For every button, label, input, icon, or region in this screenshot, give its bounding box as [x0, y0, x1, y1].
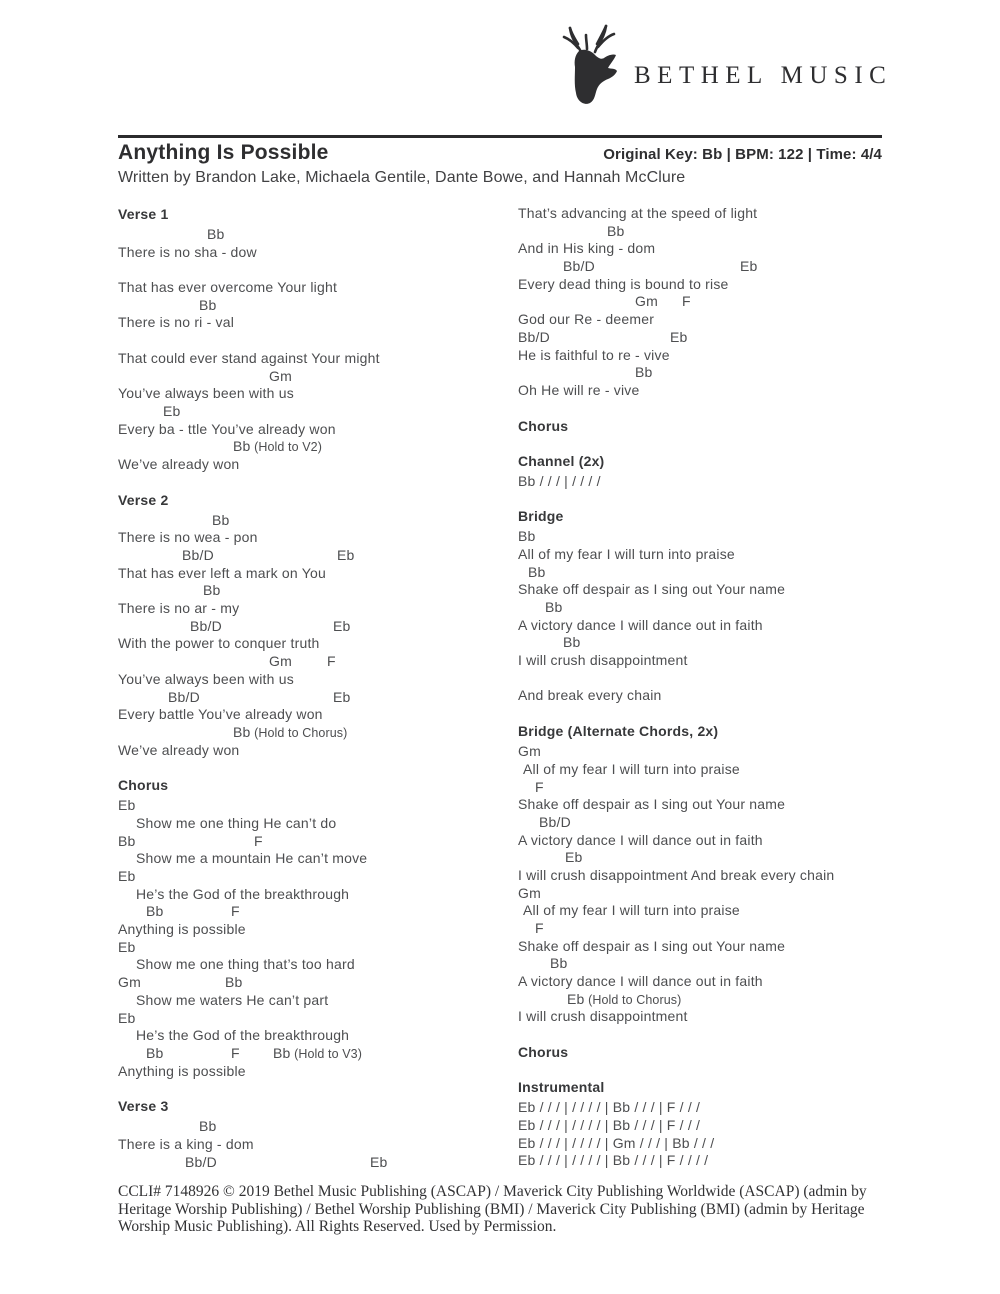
lyric-line — [118, 921, 518, 939]
chord-line — [518, 885, 882, 903]
lyric-line — [118, 815, 518, 833]
chord: Gm — [518, 884, 541, 901]
section-bridge-alternate-chords-2x — [518, 722, 882, 1026]
blank-line — [118, 332, 518, 350]
chord: Eb — [565, 849, 583, 866]
section-verse-2 — [118, 491, 518, 760]
chord: Gm — [269, 653, 292, 670]
chord: F — [535, 778, 544, 795]
chord: Gm — [635, 293, 658, 310]
chord-line — [118, 939, 518, 957]
chord-note: (Hold to V3) — [290, 1046, 362, 1061]
chord: Eb — [670, 328, 688, 345]
chord: Bb/D — [168, 688, 200, 705]
chord-line — [118, 653, 518, 671]
lyric-line — [118, 706, 518, 724]
lyric-text: Show me one thing He can’t do — [136, 814, 337, 831]
lyric-line — [518, 832, 882, 850]
section-channel-2x — [518, 452, 882, 491]
chord: F — [254, 832, 263, 849]
lyric-text: I will crush disappointment — [518, 1008, 688, 1025]
chord-line — [118, 512, 518, 530]
lyric-text: That has ever overcome Your light — [118, 279, 338, 296]
lyric-line — [118, 671, 518, 689]
lyric-text: I will crush disappointment And break every chain — [518, 866, 835, 883]
lyric-text: Oh He will re - vive — [518, 381, 640, 398]
lyric-line — [518, 382, 882, 400]
chord-line — [118, 797, 518, 815]
lyric-text: A victory dance I will dance out in faith — [518, 616, 763, 633]
section-heading: Instrumental — [518, 1079, 605, 1096]
chord: Bb (Hold to Chorus) — [233, 723, 348, 740]
section-heading: Bridge (Alternate Chords, 2x) — [518, 723, 719, 740]
column-right — [518, 205, 882, 1188]
chord-line — [518, 955, 882, 973]
lyric-text: We’ve already won — [118, 741, 240, 758]
chord: Bb/D — [190, 617, 222, 634]
chord: Bb/D — [518, 328, 550, 345]
lyric-text: All of my fear I will turn into praise — [518, 545, 735, 562]
chord: Eb — [118, 797, 136, 814]
lyric-text: There is a king - dom — [118, 1135, 254, 1152]
chord-line — [118, 1010, 518, 1028]
lyric-text: I will crush disappointment — [518, 652, 688, 669]
lyric-line — [518, 1135, 882, 1153]
chord-line — [518, 329, 882, 347]
chord-line — [518, 599, 882, 617]
chord: F — [535, 920, 544, 936]
lyric-line — [518, 311, 882, 329]
chord-line — [118, 689, 518, 707]
chord: Bb — [199, 296, 217, 313]
lyric-text: Anything is possible — [118, 921, 246, 938]
chord-line — [118, 582, 518, 600]
chord: Eb — [333, 617, 351, 634]
lyric-line — [518, 1099, 882, 1117]
chord: Eb — [118, 1009, 136, 1026]
chord: Bb — [118, 832, 136, 849]
chord: Bb (Hold to V2) — [233, 438, 322, 455]
section-heading: Chorus — [118, 777, 169, 794]
lyric-text: A victory dance I will dance out in faith — [518, 973, 763, 990]
chord-line — [518, 364, 882, 382]
chord: Bb/D — [185, 1153, 217, 1170]
lyric-line — [118, 565, 518, 583]
chord-line — [118, 974, 518, 992]
title-bar — [118, 141, 882, 165]
lyric-text: A victory dance I will dance out in faith — [518, 831, 763, 848]
lyric-text: There is no wea - pon — [118, 529, 258, 546]
lyric-text: Show me a mountain He can’t move — [136, 850, 368, 867]
lyric-line — [118, 529, 518, 547]
column-left — [118, 205, 518, 1188]
lyric-text: Show me one thing that’s too hard — [136, 956, 355, 973]
chord: Bb — [212, 511, 230, 528]
songwriters-credit: Written by Brandon Lake, Michaela Gentile, Dante Bowe, and Hannah McClure — [118, 169, 686, 186]
chord-line — [518, 743, 882, 761]
chord-line — [118, 438, 518, 456]
chord-line — [118, 403, 518, 421]
chord-line — [518, 991, 882, 1009]
lyric-text: Anything is possible — [118, 1062, 246, 1079]
lyric-text: There is no sha - dow — [118, 243, 257, 260]
chord-line — [118, 1118, 518, 1136]
lyric-line — [118, 742, 518, 760]
lyric-line — [118, 600, 518, 618]
lyric-line — [518, 867, 882, 885]
chord: Bb — [528, 563, 546, 580]
lyric-text: With the power to conquer truth — [118, 635, 320, 652]
lyric-text: God our Re - deemer — [518, 311, 655, 328]
lyric-text: Eb / / / | / / / / | Bb / / / | F / / / — [518, 1116, 701, 1133]
chord: Eb — [337, 547, 355, 563]
lyric-text: There is no ri - val — [118, 314, 235, 331]
lyric-line — [518, 546, 882, 564]
lyric-line — [118, 385, 518, 403]
chord-note: (Hold to V2) — [250, 440, 322, 455]
chord: Bb — [518, 528, 536, 545]
lyric-line — [118, 314, 518, 332]
chord: Bb — [207, 226, 225, 242]
chord-line — [118, 368, 518, 386]
section-verse-3 — [118, 1097, 518, 1171]
lyric-line — [518, 938, 882, 956]
lyric-line — [118, 886, 518, 904]
lyric-line — [518, 1008, 882, 1026]
chord: Bb/D — [563, 258, 595, 275]
chord: F — [327, 653, 336, 670]
chord: Bb — [146, 1044, 164, 1061]
lyric-line — [118, 850, 518, 868]
lyric-line — [518, 347, 882, 365]
lyric-text: Bb / / / | / / / / — [518, 472, 601, 489]
lyric-line — [518, 205, 882, 223]
chord: F — [682, 293, 691, 310]
lyric-line — [518, 902, 882, 920]
lyric-text: Shake off despair as I sing out Your name — [518, 581, 786, 598]
chord: F — [231, 1044, 240, 1061]
lyric-line — [518, 973, 882, 991]
chord-line — [118, 724, 518, 742]
lyric-text: He is faithful to re - vive — [518, 346, 670, 363]
lyric-line — [118, 244, 518, 262]
lyric-text: And in His king - dom — [518, 240, 656, 257]
section-chorus — [118, 776, 518, 1080]
lyric-text: There is no ar - my — [118, 600, 240, 617]
lyric-text: That has ever left a mark on You — [118, 564, 326, 581]
chord-line — [118, 618, 518, 636]
chord: Bb/D — [539, 813, 571, 830]
lyric-text: We’ve already won — [118, 455, 240, 472]
chord: Gm — [118, 974, 141, 991]
chord-line — [118, 297, 518, 315]
section-heading: Verse 1 — [118, 206, 169, 222]
chord: Eb — [118, 868, 136, 884]
chord: Eb — [370, 1153, 388, 1170]
lyric-text: That’s advancing at the speed of light — [518, 205, 758, 221]
lyric-line — [118, 1136, 518, 1154]
section-chorus — [518, 1043, 882, 1061]
chord: Bb — [635, 364, 653, 381]
lyric-line — [518, 652, 882, 670]
section-heading: Chorus — [518, 1044, 569, 1061]
blank-line — [118, 261, 518, 279]
lyric-line — [118, 1063, 518, 1081]
chord-line — [118, 903, 518, 921]
chord-line — [118, 868, 518, 886]
lyric-text: And break every chain — [518, 687, 662, 704]
chord: Eb — [163, 402, 181, 419]
chord-note: (Hold to Chorus) — [250, 725, 348, 740]
lyric-text: Shake off despair as I sing out Your name — [518, 796, 786, 813]
section-heading: Verse 3 — [118, 1098, 169, 1115]
chord-line — [518, 849, 882, 867]
lyric-line — [118, 350, 518, 368]
chord: Bb — [203, 582, 221, 599]
lyric-line — [118, 421, 518, 439]
lyric-text: All of my fear I will turn into praise — [523, 760, 740, 777]
chord: Bb — [199, 1118, 217, 1135]
lyric-text: He’s the God of the breakthrough — [136, 1027, 350, 1044]
lyric-line — [518, 617, 882, 635]
bethel-music-logo — [560, 22, 892, 108]
chord: Bb (Hold to V3) — [273, 1044, 362, 1061]
chord-line — [518, 634, 882, 652]
section-heading: Chorus — [518, 417, 569, 434]
section-heading: Verse 2 — [118, 491, 169, 508]
chord: Bb — [225, 974, 243, 991]
lyric-text: Every dead thing is bound to rise — [518, 275, 729, 292]
chord: Eb (Hold to Chorus) — [567, 990, 682, 1007]
lyric-text: That could ever stand against Your might — [118, 349, 380, 366]
lyric-text: Eb / / / | / / / / | Bb / / / | F / / / — [518, 1099, 701, 1116]
chord-line — [518, 564, 882, 582]
section-heading: Bridge — [518, 508, 564, 525]
chord-line — [518, 814, 882, 832]
brand-wordmark: BETHEL MUSIC — [634, 62, 893, 89]
section-right-0 — [518, 205, 882, 400]
chord: Bb — [607, 222, 625, 239]
lyric-text: He’s the God of the breakthrough — [136, 885, 350, 902]
lyric-text: Eb / / / | / / / / | Gm / / / | Bb / / / — [518, 1134, 715, 1151]
lyric-text: Every battle You’ve already won — [118, 706, 323, 723]
section-instrumental — [518, 1078, 882, 1170]
lyric-line — [518, 1152, 882, 1170]
chord: Bb/D — [182, 547, 214, 563]
song-title: Anything Is Possible — [118, 141, 329, 164]
lyric-line — [118, 956, 518, 974]
chord: Eb — [333, 688, 351, 705]
chord-line — [518, 293, 882, 311]
lyric-line — [118, 279, 518, 297]
lyric-text: All of my fear I will turn into praise — [523, 902, 740, 919]
chord-line — [118, 226, 518, 244]
chord: Gm — [518, 743, 541, 760]
lyric-text: Eb / / / | / / / / | Bb / / / | F / / / / — [518, 1152, 709, 1169]
header-divider — [118, 135, 882, 138]
chord: Bb — [563, 634, 581, 651]
lyric-line — [118, 635, 518, 653]
chord: Bb — [550, 955, 568, 972]
section-heading: Channel (2x) — [518, 452, 605, 469]
lyric-text: Shake off despair as I sing out Your name — [518, 937, 786, 954]
lyric-line — [118, 456, 518, 474]
lyric-text: You’ve always been with us — [118, 385, 294, 402]
chord-line — [118, 1154, 518, 1172]
chord-line — [118, 1045, 518, 1063]
chord: Bb — [545, 599, 563, 615]
chord: F — [231, 903, 240, 920]
lyric-line — [518, 1117, 882, 1135]
chord-line — [518, 258, 882, 276]
stag-head-icon — [560, 22, 624, 108]
lyric-line — [518, 276, 882, 294]
chord-line — [518, 223, 882, 241]
lyric-text: Show me waters He can’t part — [136, 991, 329, 1008]
section-verse-1 — [118, 205, 518, 474]
lyric-text: You’ve always been with us — [118, 670, 294, 687]
lyric-line — [118, 1027, 518, 1045]
chord-line — [518, 528, 882, 546]
copyright-notice: CCLI# 7148926 © 2019 Bethel Music Publishing (ASCAP) / Maverick City Publishing Worldwide (ASCAP) (admin by Heritage Worship Publishing) / Bethel Worship Publishing (BMI) / Maverick City Publishing (BMI) (admin by Heritage Worship Music Publishing). All Rights Reserved. Used by Permission. — [118, 1183, 867, 1236]
song-key-info: Original Key: Bb | BPM: 122 | Time: 4/4 — [603, 146, 882, 163]
chord: Eb — [740, 258, 758, 275]
chord-line — [518, 920, 882, 938]
lyric-line — [518, 581, 882, 599]
lyric-line — [118, 992, 518, 1010]
chord: Eb — [118, 938, 136, 955]
blank-line — [518, 670, 882, 688]
lyric-line — [518, 473, 882, 491]
chord-line — [118, 547, 518, 565]
lyric-text: Every ba - ttle You’ve already won — [118, 420, 336, 437]
lyric-line — [518, 761, 882, 779]
chord-note: (Hold to Chorus) — [584, 992, 682, 1007]
lyric-line — [518, 796, 882, 814]
lyric-line — [518, 240, 882, 258]
song-body — [118, 205, 882, 1188]
chord-line — [518, 779, 882, 797]
chord-line — [118, 833, 518, 851]
section-bridge — [518, 507, 882, 705]
lyric-line — [518, 687, 882, 705]
chord: Bb — [146, 903, 164, 920]
chord: Gm — [269, 367, 292, 384]
section-chorus — [518, 417, 882, 435]
